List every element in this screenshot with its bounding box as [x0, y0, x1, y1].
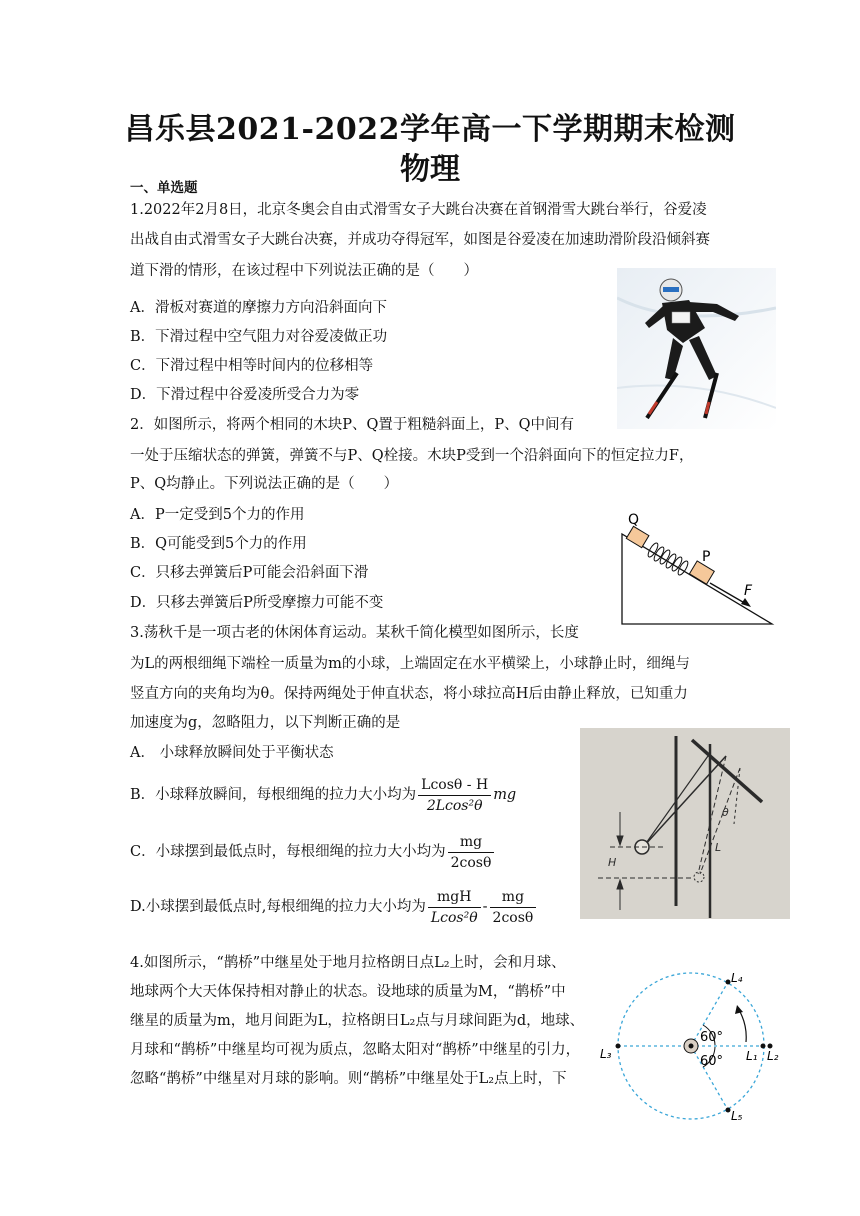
swing-model-figure [580, 728, 790, 919]
label-l3: L₃ [600, 1047, 612, 1061]
incline-spring-diagram [610, 507, 780, 629]
q3-option-b-numerator: Lcosθ - H [418, 775, 491, 796]
q4-stem-line-3: 继星的质量为m，地月间距为L，拉格朗日L₂点与月球间距为d，地球、 [130, 1013, 585, 1029]
label-l4: L₄ [731, 971, 743, 985]
q3-option-d-minus: - [482, 899, 488, 915]
q3-stem-line-3: 竖直方向的夹角均为θ。保持两绳处于伸直状态，将小球拉高H后由静止释放，已知重力 [130, 686, 688, 702]
q3-option-b-fraction [418, 775, 491, 816]
q3-option-d [130, 886, 538, 928]
q3-option-d-fraction-2 [490, 887, 537, 928]
q3-option-d-fraction-1 [428, 887, 481, 928]
q3-option-c [130, 831, 496, 873]
q3-stem-line-4: 加速度为g，忽略阻力，以下判断正确的是 [130, 715, 401, 731]
label-angle-top: 60° [700, 1030, 724, 1045]
q1-option-d: D．下滑过程中谷爱凌所受合力为零 [130, 387, 360, 403]
q2-stem-line-1: 2．如图所示，将两个相同的木块P、Q置于粗糙斜面上，P、Q中间有 [130, 417, 575, 433]
label-theta: θ [722, 806, 729, 819]
q1-option-a: A．滑板对赛道的摩擦力方向沿斜面向下 [130, 300, 387, 316]
label-l2: L₂ [767, 1049, 779, 1063]
q2-option-c: C．只移去弹簧后P可能会沿斜面下滑 [130, 565, 369, 581]
q1-option-b: B．下滑过程中空气阻力对谷爱凌做正功 [130, 329, 388, 345]
label-angle-bottom: 60° [700, 1054, 724, 1069]
q1-stem-line-3: 道下滑的情形，在该过程中下列说法正确的是（ ） [130, 263, 478, 279]
q3-option-b-text: B．小球释放瞬间，每根细绳的拉力大小均为 [130, 787, 417, 803]
q4-stem-line-5: 忽略“鹊桥”中继星对月球的影响。则“鹊桥”中继星处于L₂点上时，下 [130, 1071, 567, 1087]
q1-option-c: C．下滑过程中相等时间内的位移相等 [130, 358, 374, 374]
label-l: L [715, 841, 722, 854]
q1-stem-line-2: 出战自由式滑雪女子大跳台决赛，并成功夺得冠军，如图是谷爱凌在加速助滑阶段沿倾斜赛 [130, 232, 710, 248]
label-h: H [608, 856, 617, 869]
q2-stem-line-2: 一处于压缩状态的弹簧，弹簧不与P、Q栓接。木块P受到一个沿斜面向下的恒定拉力F， [130, 448, 694, 464]
q1-stem-line-1: 1.2022年2月8日，北京冬奥会自由式滑雪女子大跳台决赛在首钢滑雪大跳台举行，谷爱凌 [130, 202, 707, 218]
section-heading: 一、单选题 [130, 180, 198, 196]
q4-stem-line-2: 地球两个大天体保持相对静止的状态。设地球的质量为M，“鹊桥”中 [130, 984, 566, 1000]
q2-option-d: D．只移去弹簧后P所受摩擦力可能不变 [130, 595, 384, 611]
q3-option-d-numerator-2: mg [490, 887, 537, 908]
q3-option-d-numerator-1: mgH [428, 887, 481, 908]
exam-title: 昌乐县2021-2022学年高一下学期期末检测 [124, 112, 736, 147]
q3-option-d-text: D.小球摆到最低点时,每根细绳的拉力大小均为 [130, 899, 426, 915]
q3-option-c-fraction [448, 832, 495, 873]
label-p: P [702, 549, 711, 565]
label-f: F [744, 583, 753, 599]
q3-option-d-denominator-2: 2cosθ [492, 909, 534, 926]
label-l5: L₅ [731, 1109, 743, 1123]
q2-stem-line-3: P、Q均静止。下列说法正确的是（ ） [130, 476, 399, 492]
skier-photo [617, 268, 776, 429]
q4-stem-line-1: 4.如图所示，“鹊桥”中继星处于地月拉格朗日点L₂上时，会和月球、 [130, 955, 566, 971]
q3-option-c-denominator: 2cosθ [450, 854, 492, 871]
lagrange-points-diagram [598, 958, 788, 1138]
q4-stem-line-4: 月球和“鹊桥”中继星均可视为质点，忽略太阳对“鹊桥”中继星的引力， [130, 1042, 581, 1058]
exam-subject: 物理 [400, 152, 460, 187]
q3-option-c-numerator: mg [448, 832, 495, 853]
q3-option-b-denominator: 2Lcos²θ [426, 797, 483, 814]
label-l1: L₁ [746, 1049, 758, 1063]
q3-option-b [130, 774, 516, 816]
q2-option-a: A．P一定受到5个力的作用 [130, 507, 305, 523]
q2-option-b: B．Q可能受到5个力的作用 [130, 536, 307, 552]
q3-option-d-denominator-1: Lcos²θ [430, 909, 478, 926]
q3-stem-line-1: 3.荡秋千是一项古老的休闲体育运动。某秋千简化模型如图所示，长度 [130, 625, 579, 641]
q3-option-b-tail: mg [493, 787, 517, 803]
q3-option-c-text: C．小球摆到最低点时，每根细绳的拉力大小均为 [130, 844, 446, 860]
q3-stem-line-2: 为L的两根细绳下端栓一质量为m的小球，上端固定在水平横梁上，小球静止时，细绳与 [130, 656, 690, 672]
q3-option-a: A． 小球释放瞬间处于平衡状态 [130, 745, 334, 761]
label-q: Q [628, 512, 640, 528]
